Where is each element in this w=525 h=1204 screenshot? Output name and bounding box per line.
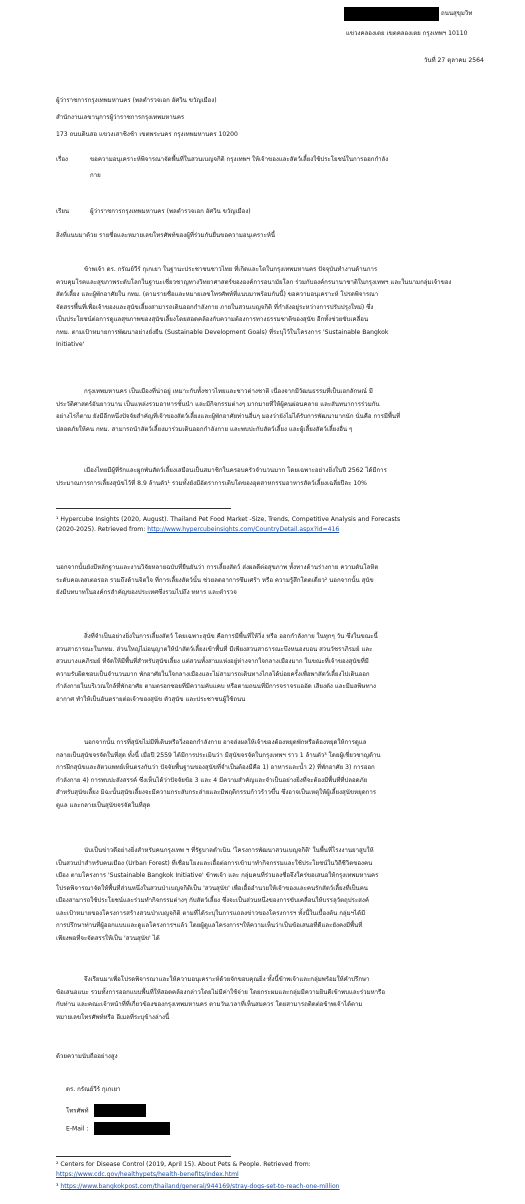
phone-label: โทรศัพท์ — [66, 1107, 89, 1115]
email-label: E-Mail : — [66, 1125, 89, 1133]
footnote-1-link[interactable]: http://www.hypercubeinsights.com/CountryDetail.aspx?id=416 — [147, 526, 340, 533]
recipient-line2: สำนักงานเลขานุการผู้ว่าราชการกรุงเทพมหานคร — [56, 114, 185, 121]
body-paragraph-6: นอกจากนั้น การที่สุนัขไม่มีที่เดินหรือวิ่งออกกำลังกาย อาจส่งผลให้เจ้าของต้องหยุดพักหรือต้องหยุดให้การดูแล กลายเป็นสุนัขจรจัดในที่สุด ทั้งนี้ เมื่อปี 2559 ได้มีการประเมินว่า มีสุนัขจรจัดในกรุงเทพฯ ราว 1 ล้านตัว³ โดยผู้เชี่ยวชาญด้าน การฝึกสุนัขและสัตวแพทย์เห็นตรงกันว่า ปัจจัยพื้นฐานของสุนัขที่จำเป็นต้องมีคือ 1) อาหารและน้ำ 2) ที่พักอาศัย 3) การออก กำลังกาย 4) การพบปะสังสรรค์ ซึ่งเห็นได้ว่าปัจจัยข้อ 3 และ 4 มีความสำคัญและจำเป็นอย่างยิ่งที่จะต้องมีพื้นที่ที่ปลอดภัย สำหรับสุนัขเลี้ยง มิฉะนั้นสุนัขเลี้ยงจะมีความกระสับกระส่ายและมีพฤติกรรมก้าวร้าวขึ้น ซึ่งอาจเป็นเหตุให้ผู้เลี้ยงสุนัขหยุดการ ดูแล และกลายเป็นสุนัขจรจัดในที่สุด — [56, 739, 381, 809]
footnote-2: ² Centers for Disease Control (2019, April 15). About Pets & People. Retrieved from: https://www.cdc.gov/healthypets/health-benefits/index.html — [56, 1161, 311, 1178]
header-address-line2: แขวงคลองเตย เขตคลองเตย กรุงเทพฯ 10110 — [346, 30, 468, 37]
redacted-email — [94, 1122, 170, 1135]
subject-text-cont: กาย — [90, 172, 101, 179]
body-paragraph-5: สิ่งที่จำเป็นอย่างยิ่งในการเลี้ยงสัตว์ โดยเฉพาะสุนัข คือการมีพื้นที่ให้วิ่ง หรือ ออกกำลังกาย ในทุกๆ วัน ซึ่งในขณะนี้ สวนสาธารณะในกทม. ส่วนใหญ่ไม่อนุญาตให้นำสัตว์เลี้ยงเข้าพื้นที่ มีเพียงสวนสาธารณะบึงหนองบอน สวนวัชราภิรมย์ และ สวนบางแคภิรมย์ ที่จัดให้มีพื้นที่สำหรับสุนัขเลี้ยง แต่สวนทั้งสามแห่งอยู่ห่างจากใจกลางเมืองมาก ในขณะที่เจ้าของสุนัขที่มี ความรับผิดชอบเป็นจำนวนมาก พักอาศัยในใจกลางเมืองและไม่สามารถเดินทางไกลได้บ่อยครั้งเพื่อพาสัตว์เลี้ยงไปเดินออก กำลังกายในบริเวณใกล้ที่พักอาศัย ตามตรอกซอยที่มีความคับแคบ หรือตามถนนที่มีการจราจรแออัด เสียงดัง และมีมลพิษทาง อากาศ ทำให้เป็นอันตรายต่อเจ้าของสุนัข ตัวสุนัข และประชาชนผู้ใช้ถนน — [56, 633, 378, 703]
body-paragraph-7: นับเป็นข่าวดีอย่างยิ่งสำหรับคนกรุงเทพ ฯ ที่รัฐบาลดำเนิน 'โครงการพัฒนาสวนเบญจกิติ' ในพื้นที่โรงงานยาสูบให้ เป็นสวนป่าสำหรับคนเมือง (Urban Forest) ที่เชื่อมโยงและเอื้อต่อการเข้ามาทำกิจกรรมและใช้ประโยชน์ในวิถีชีวิตของคน เมือง ตามโครงการ 'Sustainable Bangkok Initiative' ข้าพเจ้า และ กลุ่มคนที่ร่วมลงชื่อจึงใคร่ขอเสนอให้กรุงเทพมหานคร โปรดพิจารณาจัดให้พื้นที่ส่วนหนึ่งในสวนป่าเบญจกิติเป็น 'สวนสุนัข' เพื่อเอื้ออำนวยให้เจ้าของและคนรักสัตว์เลี้ยงที่เป็นคน เมืองสามารถใช้ประโยชน์และร่วมทำกิจกรรมต่างๆ กับสัตว์เลี้ยง ซึ่งจะเป็นส่วนหนึ่งของการขับเคลื่อนให้บรรลุวัตถุประสงค์ และเป้าหมายของโครงการสร้างสวนป่าเบญจกิติ ตามที่ได้ระบุในการแถลงข่าวของโครงการฯ ทั้งนี้ในเบื้องต้น กลุ่มฯได้มี การปรึกษาท่านที่ผู้ออกแบบและดูแลโครงการฯแล้ว โดยผู้ดูแลโครงการฯให้ความเห็นว่าเป็นข้อเสนอที่ดีและยังคงมีพื้นที่ เพียงพอที่จะจัดสรรให้เป็น 'สวนสุนัข' ได้ — [56, 847, 379, 942]
redacted-phone — [94, 1104, 146, 1117]
footnote-3: ³ https://www.bangkokpost.com/thailand/general/944169/stray-dogs-set-to-reach-one-million — [56, 1183, 340, 1190]
header-address-line1: ถนนสุขุมวิท — [441, 10, 473, 17]
redacted-address — [344, 7, 439, 21]
footnote-2-link[interactable]: https://www.cdc.gov/healthypets/health-benefits/index.html — [56, 1171, 239, 1178]
body-paragraph-1: ข้าพเจ้า ดร. กรัณย์วีร์ กุเกเยา ในฐานะประชาชนชาวไทย ที่เกิดและโตในกรุงเทพมหานคร ปัจจุบันทำงานด้านการ ควบคุมโรคและสุขภาพระดับโลกในฐานะเชี่ยวชาญทางวิทยาศาสตร์ขององค์การอนามัยโลก ร่วมกับองค์กรนานาชาติในกรุงเทพฯ และในนามกลุ่มเจ้าของ สัตว์เลี้ยง และผู้พักอาศัยใน กทม. (ตามรายชื่อและหมายเลขโทรศัพท์ที่แนบมาพร้อมกันนี้) ขอความอนุเคราะห์ โปรดพิจารณา จัดสรรพื้นที่เพื่อเจ้าของและสุนัขเลี้ยงสามารถเดินออกกำลังกาย ภายในสวนเบญจกิติ ที่กำลังอยู่ระหว่างการปรับปรุงใหม่) ซึ่ง เป็นประโยชน์ต่อการดูแลสุขภาพของสุนัขเลี้ยงโดยสอดคล้องกับความต้องการทางธรรมชาติของสุนัข อีกทั้งช่วยขับเคลื่อน กทม. ตามเป้าหมายการพัฒนาอย่างยั่งยืน (Sustainable Development Goals) ที่ระบุไว้ในโครงการ 'Sustainable Bangkok Initiative' — [56, 266, 452, 348]
attachment-line: สิ่งที่แนบมาด้วย รายชื่อและหมายเลขโทรศัพท์ของผู้ที่ร่วมกันยื่นขอความอนุเคราะห์นี้ — [56, 232, 276, 239]
footnote-3-link[interactable]: https://www.bangkokpost.com/thailand/general/944169/stray-dogs-set-to-reach-one-million — [60, 1183, 340, 1190]
subject-text: ขอความอนุเคราะห์พิจารณาจัดพื้นที่ในสวนเบญจกิติ กรุงเทพฯ ให้เจ้าของและสัตว์เลี้ยงใช้ประโยชน์ในการออกกำลัง — [90, 156, 389, 163]
email-row — [66, 1122, 170, 1135]
recipient-line1: ผู้ว่าราชการกรุงเทพมหานคร (พลตำรวจเอก อัศวิน ขวัญเมือง) — [56, 97, 217, 104]
header-date: วันที่ 27 ตุลาคม 2564 — [424, 57, 484, 64]
closing-regards: ด้วยความนับถืออย่างสูง — [56, 1053, 118, 1060]
body-paragraph-2: กรุงเทพมหานคร เป็นเมืองที่น่าอยู่ เหมาะกับทั้งชาวไทยและชาวต่างชาติ เนื่องจากมีวัฒนธรรมที่เป็นเอกลักษณ์ มี ประวัติศาสตร์อันยาวนาน เป็นแหล่งรวมอาหารชั้นนำ และมีกิจกรรมต่างๆ มากมายที่ให้ผู้คนผ่อนคลาย และสันทนาการร่วมกัน อย่างไรก็ตาม ยังมีอีกหนึ่งปัจจัยสำคัญที่เจ้าของสัตว์เลี้ยงและผู้พักอาศัยท่านอื่นๆ มองว่ายังไม่ได้รับการพัฒนามากนัก นั่นคือ การมีพื้นที่ ปลอดภัยให้คน กทม. สามารถนำสัตว์เลี้ยงมาร่วมเดินออกกำลังกาย และพบปะกับสัตว์เลี้ยง และผู้เลี้ยงสัตว์เลี้ยงอื่น ๆ — [56, 388, 401, 433]
body-paragraph-3: เมืองไทยมีผู้ที่รักและผูกพันสัตว์เลี้ยงเสมือนเป็นสมาชิกในครอบครัวจำนวนมาก โดยเฉพาะอย่างยิ่งในปี 2562 ได้มีการ ประมาณการการเลี้ยงสุนัขไว้ที่ 8.9 ล้านตัว¹ รวมทั้งยังมีอัตราการเติบโตของอุตสาหกรรมอาหารสัตว์เลี้ยงเฉลี่ยปีละ 10% — [56, 467, 387, 487]
body-paragraph-4: นอกจากนั้นยังมีหลักฐานและงานวิจัยหลายฉบับที่ยืนยันว่า การเลี้ยงสัตว์ ส่งผลดีต่อสุขภาพ ทั้งทางด้านร่างกาย ความดันโลหิต ระดับคอเลสเตอรอล รวมถึงด้านจิตใจ ที่การเลี้ยงสัตว์นั้น ช่วยลดอาการซึมเศร้า หรือ ความรู้สึกโดดเดี่ยว² นอกจากนั้น สุนัข ยังมีบทบาทในองค์กรสำคัญของประเทศซึ่งรวมไปถึง ทหาร และตำรวจ — [56, 564, 379, 596]
footnote-divider-2 — [56, 1156, 231, 1157]
subject-label: เรื่อง — [56, 156, 68, 163]
recipient-line3: 173 ถนนดินสอ แขวงเสาชิงช้า เขตพระนคร กรุงเทพมหานคร 10200 — [56, 131, 238, 138]
phone-row — [66, 1104, 146, 1117]
signer-name: ดร. กรัณย์วีร์ กุเกเยา — [66, 1086, 121, 1093]
salutation-label: เรียน — [56, 208, 70, 215]
body-paragraph-8: จึงเรียนมาเพื่อโปรดพิจารณาและให้ความอนุเคราะห์ด้วยจักขอบคุณยิ่ง ทั้งนี้ข้าพเจ้าและกลุ่มพร้อมให้คำปรึกษา ข้อเสนอแนะ รวมทั้งการออกแบบพื้นที่ให้สอดคล้องกล่าวโดยไม่มีค่าใช้จ่าย โดยกระผมและกลุ่มมีความยินดีเข้าพบและร่วมหารือ กับท่าน และคณะเจ้าหน้าที่ที่เกี่ยวข้องของกรุงเทพมหานคร ตามวันเวลาที่เห็นสมควร โดยสามารถติดต่อข้าพเจ้าได้ตาม หมายเลขโทรศัพท์หรือ อีเมลที่ระบุข้างล่างนี้ — [56, 976, 385, 1021]
footnote-divider — [56, 508, 231, 509]
footnote-1: ¹ Hypercube Insights (2020, August). Thailand Pet Food Market -Size, Trends, Competitive Analysis and Forecasts (2020-2025). Retrieved from: http://www.hypercubeinsights.com/CountryDetail.aspx?id=416 — [56, 516, 401, 533]
salutation-text: ผู้ว่าราชการกรุงเทพมหานคร (พลตำรวจเอก อัศวิน ขวัญเมือง) — [90, 208, 251, 215]
